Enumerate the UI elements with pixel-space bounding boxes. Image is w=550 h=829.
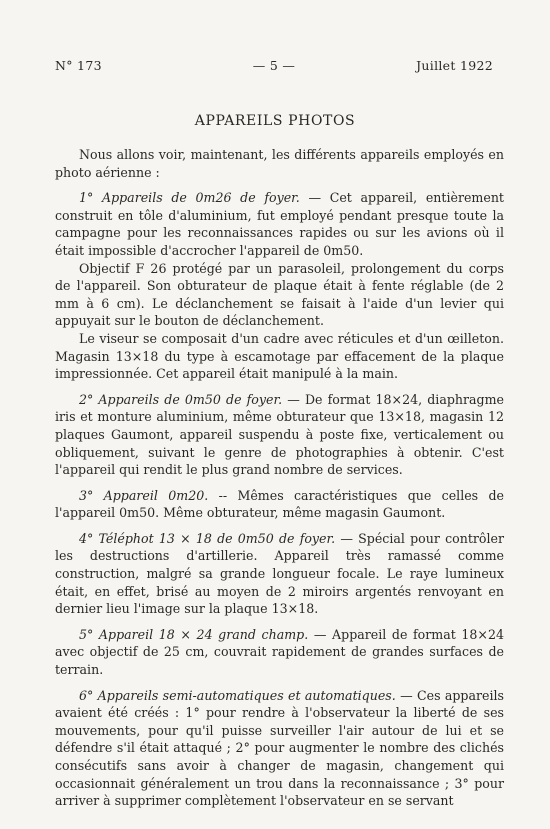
intro-paragraph: Nous allons voir, maintenant, les différents appareils employés en photo aérienne : xyxy=(55,147,504,180)
item-3-lead: 3° Appareil 0m20. xyxy=(79,487,209,503)
item-2-paragraph: 2° Appareils de 0m50 de foyer. — De format 18×24, diaphragme iris et monture aluminium, même obturateur que 13×18, magasin 12 plaques Gaumont, appareil suspendu à poste fixe, verticalement ou obliquement, suivant le genre de photographies à obtenir. C'est l'appareil qui rendit le plus grand nombre de services. xyxy=(55,391,504,478)
running-header xyxy=(55,58,493,78)
item-5-lead: 5° Appareil 18 × 24 grand champ. xyxy=(79,626,309,642)
item-3-paragraph: 3° Appareil 0m20. -- Mêmes caractéristiques que celles de l'appareil 0m50. Même obturateur, même magasin Gaumont. xyxy=(55,487,504,521)
section-title: APPAREILS PHOTOS xyxy=(194,113,356,129)
item-2-lead: 2° Appareils de 0m50 de foyer. xyxy=(79,391,283,407)
item-4-paragraph: 4° Téléphot 13 × 18 de 0m50 de foyer. — Spécial pour contrôler les destructions d'artillerie. Appareil très ramassé comme construction, malgré sa grande longueur focale. Le raye lumineux était, en effet, brisé au moyen de 2 miroirs argentés renvoyant en dernier lieu l'image sur la plaque 13×18. xyxy=(55,530,504,617)
item-1-viewfinder-paragraph: Le viseur se composait d'un cadre avec réticules et d'un œilleton. Magasin 13×18 du type à escamotage par effacement de la plaque impressionnée. Cet appareil était manipulé à la main. xyxy=(55,330,504,382)
item-1-paragraph: 1° Appareils de 0m26 de foyer. — Cet appareil, entièrement construit en tôle d'aluminium, fut employé pendant presque toute la campagne pour les reconnaissances rapides ou sur les avions où il était impossible d'accrocher l'appareil de 0m50. xyxy=(55,190,504,258)
item-1-lead: 1° Appareils de 0m26 de foyer. xyxy=(79,190,300,206)
issue-date: Juillet 1922 xyxy=(416,58,493,73)
issue-number: N° 173 xyxy=(55,58,102,73)
item-6-paragraph: 6° Appareils semi-automatiques et automatiques. — Ces appareils avaient été créés : 1° pour rendre à l'observateur la liberté de ses mouvements, pour qu'il puisse surveiller l'air autour de lui et se défendre s'il était attaqué ; 2° pour augmenter le nombre des clichés consécutifs sans avoir à changer de magasin, changement qui occasionnait généralement un trou dans la reconnaissance ; 3° pour arriver à supprimer complètement l'observateur en se servant xyxy=(55,687,504,809)
item-1-objective-paragraph: Objectif F 26 protégé par un parasoleil, prolongement du corps de l'appareil. Son obturateur de plaque était à fente réglable (de 2 mm à 6 cm). Le déclanchement se faisait à l'aide d'un levier qui appuyait sur le bouton de déclanchement. xyxy=(55,260,504,329)
item-5-paragraph: 5° Appareil 18 × 24 grand champ. — Appareil de format 18×24 avec objectif de 25 cm, couvrait rapidement de grandes surfaces de terrain. xyxy=(55,626,504,678)
item-4-lead: 4° Téléphot 13 × 18 de 0m50 de foyer. xyxy=(79,530,336,546)
item-6-lead: 6° Appareils semi-automatiques et automatiques. xyxy=(79,687,396,703)
page-number: — 5 — xyxy=(252,58,296,73)
body-text xyxy=(55,146,504,810)
